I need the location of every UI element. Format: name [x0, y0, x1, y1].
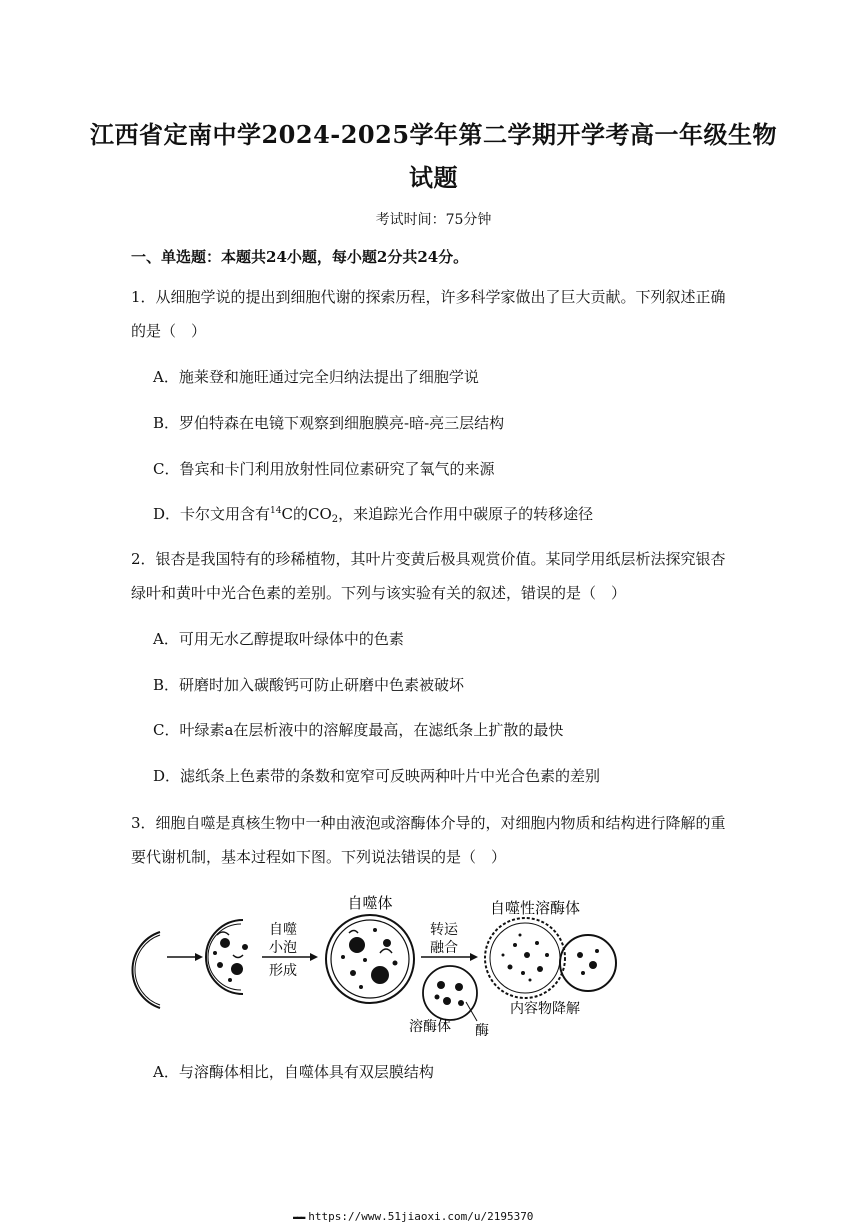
autolysosome [485, 918, 616, 998]
question-2-option-a: A．可用无水乙醇提取叶绿体中的色素 [153, 630, 404, 648]
question-1-option-d [153, 503, 593, 525]
option-d-text-pre: D．卡尔文用含有 [153, 505, 271, 523]
question-1-option-c: C．鲁宾和卡门利用放射性同位素研究了氧气的来源 [153, 460, 495, 478]
question-1-option-b: B．罗伯特森在电镜下观察到细胞膜亮-暗-亮三层结构 [153, 414, 505, 432]
degradation-label: 内容物降解 [510, 1001, 580, 1017]
footer-url[interactable] [293, 1210, 533, 1223]
autophagosome-label: 自噬体 [347, 894, 393, 912]
question-1-option-a: A．施莱登和施旺通过完全归纳法提出了细胞学说 [153, 368, 479, 386]
enzyme-label: 酶 [475, 1023, 489, 1039]
forming-phagophore [206, 920, 248, 994]
autophagy-diagram [125, 885, 625, 1040]
step1-label-line3: 形成 [269, 963, 297, 979]
step1-label-line1: 自噬 [269, 922, 297, 938]
step2-label-line1: 转运 [430, 922, 458, 938]
step2-label-line2: 融合 [430, 940, 458, 956]
question-2-stem-line2: 绿叶和黄叶中光合色素的差别。下列与该实验有关的叙述，错误的是（ ） [131, 584, 627, 602]
question-2-option-d: D．滤纸条上色素带的条数和宽窄可反映两种叶片中光合色素的差别 [153, 767, 601, 785]
page-title-line2: 试题 [409, 163, 458, 192]
question-3-stem-line1: 3．细胞自噬是真核生物中一种由液泡或溶酶体介导的，对细胞内物质和结构进行降解的重 [131, 814, 726, 832]
question-2-option-c: C．叶绿素a在层析液中的溶解度最高，在滤纸条上扩散的最快 [153, 721, 564, 739]
question-3-stem-line2: 要代谢机制，基本过程如下图。下列说法错误的是（ ） [131, 848, 507, 866]
footer-logo-mark: ▬▬▬ [293, 1213, 309, 1222]
section-heading: 一、单选题：本题共24小题，每小题2分共24分。 [131, 248, 469, 266]
lysosome-label: 溶酶体 [409, 1019, 451, 1035]
option-d-text-mid: C的CO [281, 505, 332, 523]
question-2-option-b: B．研磨时加入碳酸钙可防止研磨中色素被破坏 [153, 676, 465, 694]
question-2-stem-line1: 2．银杏是我国特有的珍稀植物，其叶片变黄后极具观赏价值。某同学用纸层析法探究银杏 [131, 550, 726, 568]
question-3-option-a: A．与溶酶体相比，自噬体具有双层膜结构 [153, 1063, 434, 1081]
question-1-stem-line2: 的是（ ） [131, 322, 207, 340]
formula-subscript: 2 [331, 514, 339, 525]
lysosome [423, 966, 477, 1020]
exam-time: 考试时间：75分钟 [375, 212, 492, 228]
option-d-text-post: ，来追踪光合作用中碳原子的转移途径 [338, 505, 594, 523]
step1-label-line2: 小泡 [269, 940, 297, 956]
footer-url-text: https://www.51jiaoxi.com/u/2195370 [308, 1210, 534, 1223]
autophagosome [326, 915, 414, 1003]
page-title: 江西省定南中学2024-2025学年第二学期开学考高一年级生物 [89, 120, 778, 149]
autolysosome-label: 自噬性溶酶体 [489, 899, 581, 917]
isotope-superscript: 14 [270, 506, 282, 516]
question-1-stem-line1: 1．从细胞学说的提出到细胞代谢的探索历程，许多科学家做出了巨大贡献。下列叙述正确 [131, 288, 726, 306]
